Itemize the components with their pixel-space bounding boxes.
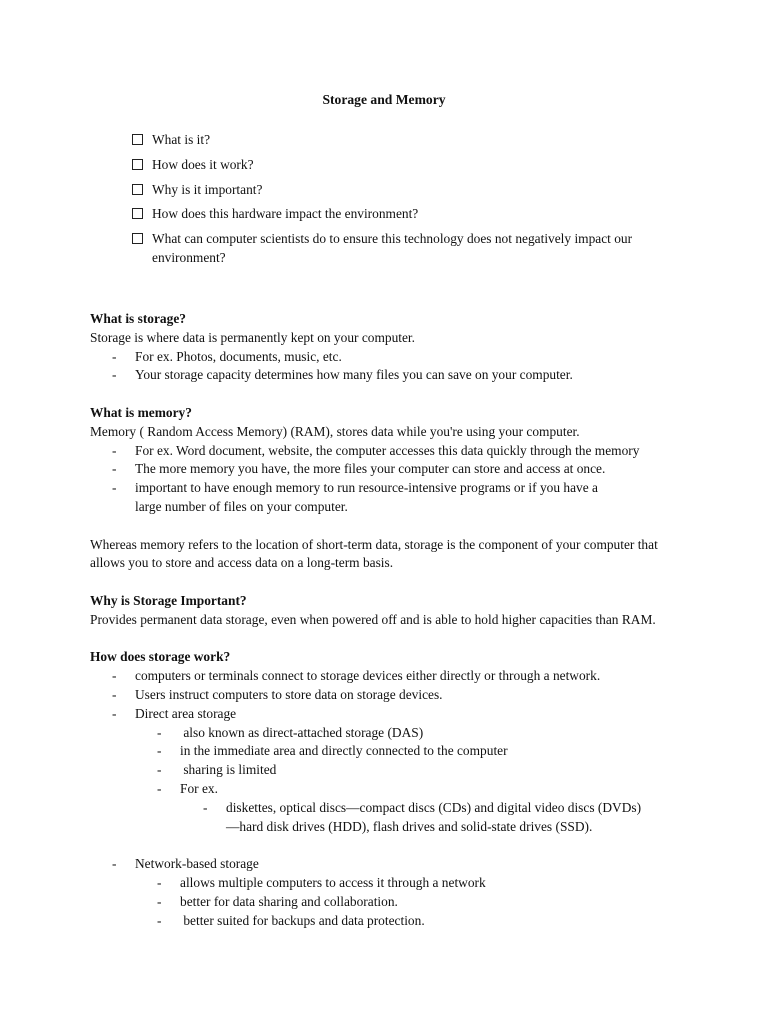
checkbox-icon[interactable] bbox=[132, 159, 143, 170]
direct-sub-bullet: - For ex. bbox=[90, 780, 690, 799]
question-checklist bbox=[132, 131, 692, 273]
storage-intro: Storage is where data is permanently kept on your computer. bbox=[90, 329, 416, 345]
memory-bullet: - For ex. Word document, website, the computer accesses this data quickly through the memory bbox=[90, 442, 690, 461]
checklist-item[interactable]: How does it work? bbox=[132, 156, 692, 175]
direct-sub-bullet: - sharing is limited bbox=[90, 761, 690, 780]
checkbox-icon[interactable] bbox=[132, 208, 143, 219]
how-works-bullet: - computers or terminals connect to storage devices either directly or through a network. bbox=[90, 667, 690, 686]
memory-bullet: - The more memory you have, the more files your computer can store and access at once. bbox=[90, 460, 690, 479]
memory-intro: Memory ( Random Access Memory) (RAM), stores data while you're using your computer. bbox=[90, 423, 580, 439]
memory-heading: What is memory? bbox=[90, 404, 192, 420]
network-sub-bullet: - better suited for backups and data protection. bbox=[90, 912, 690, 931]
how-works-bullet: - Users instruct computers to store data on storage devices. bbox=[90, 686, 690, 705]
importance-heading: Why is Storage Important? bbox=[90, 592, 247, 608]
direct-sub-bullet: - also known as direct-attached storage (DAS) bbox=[90, 724, 690, 743]
direct-sub-bullet: - in the immediate area and directly connected to the computer bbox=[90, 742, 690, 761]
network-sub-bullet: - allows multiple computers to access it through a network bbox=[90, 874, 690, 893]
checklist-item[interactable]: Why is it important? bbox=[132, 181, 692, 200]
how-works-bullet: - Direct area storage bbox=[90, 705, 690, 724]
storage-heading: What is storage? bbox=[90, 311, 186, 326]
storage-bullet: - For ex. Photos, documents, music, etc. bbox=[90, 348, 690, 367]
checkbox-icon[interactable] bbox=[132, 184, 143, 195]
checkbox-icon[interactable] bbox=[132, 134, 143, 145]
checklist-item[interactable]: How does this hardware impact the environment? bbox=[132, 205, 692, 224]
storage-bullet: - Your storage capacity determines how many files you can save on your computer. bbox=[90, 366, 690, 385]
how-works-heading: How does storage work? bbox=[90, 649, 231, 665]
direct-example-bullet: - diskettes, optical discs—compact discs (CDs) and digital video discs (DVDs)—hard disk drives (HDD), flash drives and solid-state drives (SSD). bbox=[90, 799, 690, 837]
checklist-item[interactable]: What is it? bbox=[132, 131, 692, 150]
network-storage-bullet: - Network-based storage bbox=[90, 855, 690, 874]
checklist-item[interactable]: What can computer scientists do to ensure this technology does not negatively impact our environment? bbox=[132, 230, 692, 267]
page-title: Storage and Memory bbox=[322, 92, 446, 107]
importance-text: Provides permanent data storage, even when powered off and is able to hold higher capacities than RAM. bbox=[90, 611, 656, 627]
comparison-paragraph: Whereas memory refers to the location of short-term data, storage is the component of your computer that allows you to store and access data on a long-term basis. bbox=[90, 536, 658, 571]
network-sub-bullet: - better for data sharing and collaboration. bbox=[90, 893, 690, 912]
memory-bullet: - important to have enough memory to run resource-intensive programs or if you have a large number of files on your computer. bbox=[90, 479, 690, 517]
checkbox-icon[interactable] bbox=[132, 233, 143, 244]
document-body bbox=[90, 310, 690, 930]
